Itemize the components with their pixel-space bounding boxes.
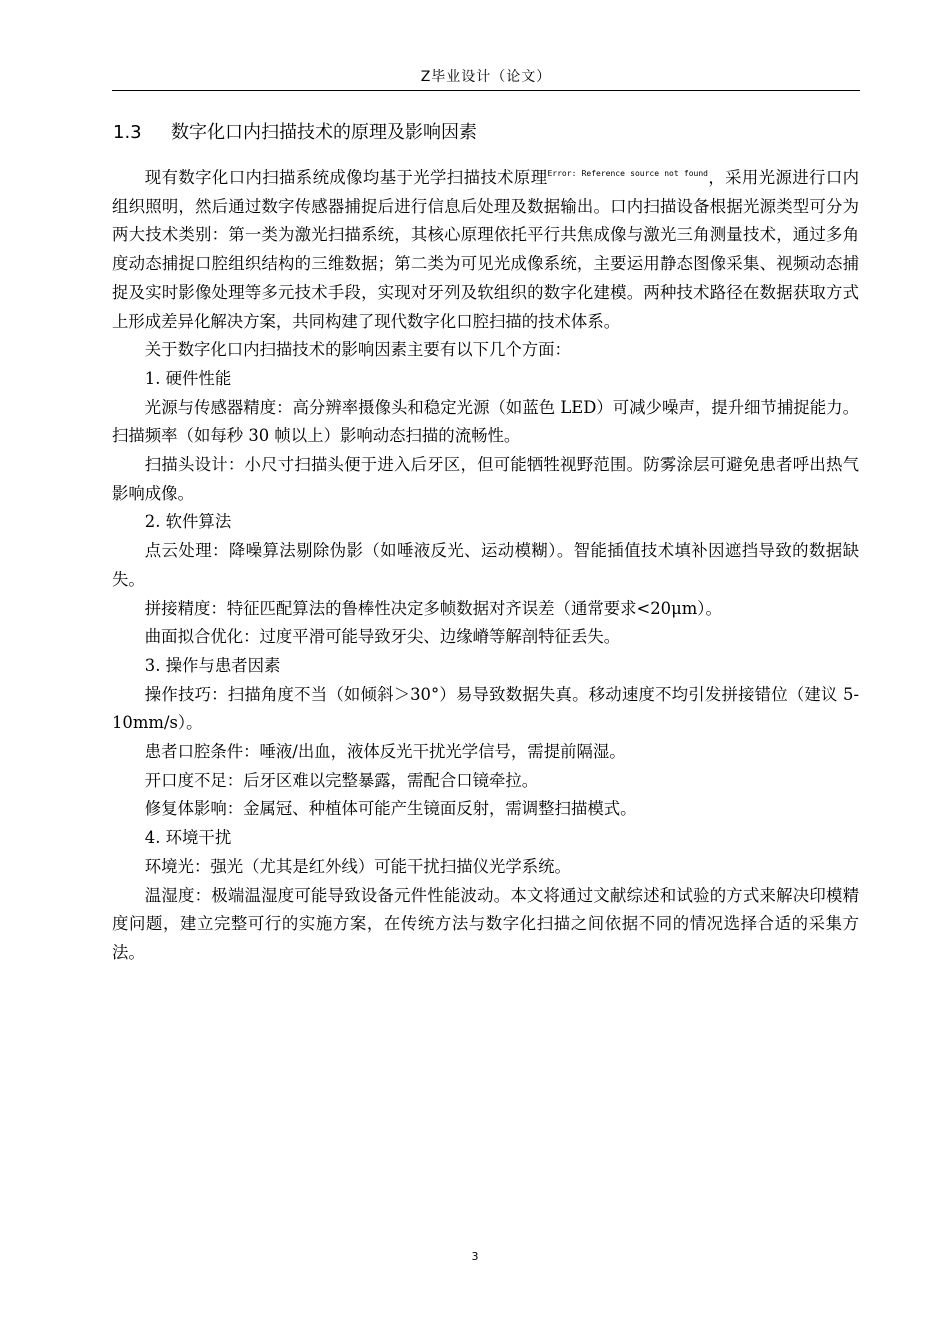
- reference-error: Error: Reference source not found: [547, 169, 708, 178]
- paragraph: 开口度不足：后牙区难以完整暴露，需配合口镜牵拉。: [144, 770, 539, 790]
- subheading: 3. 操作与患者因素: [144, 655, 281, 675]
- paragraph-text: ，采用光源进行口内组织照明，然后通过数字传感器捕捉后进行信息后处理及数据输出。口内扫描设备根据光源类型可分为两大技术类别：第一类为激光扫描系统，其核心原理依托平行共焦成像与激光三角测量技术，通过多角度动态捕捉口腔组织结构的三维数据；第二类为可见光成像系统，主要运用静态图像采集、视频动态捕捉及实时影像处理等多元技术手段，实现对牙列及软组织的数字化建模。两种技术路径在数据获取方式上形成差异化解决方案，共同构建了现代数字化口腔扫描的技术体系。: [112, 168, 859, 331]
- paragraph: 关于数字化口内扫描技术的影响因素主要有以下几个方面：: [144, 340, 571, 360]
- paragraph: 温湿度：极端温湿度可能导致设备元件性能波动。本文将通过文献综述和试验的方式来解决印模精度问题，建立完整可行的实施方案，在传统方法与数字化扫描之间依据不同的情况选择合适的采集方法。: [112, 885, 859, 962]
- paragraph: 修复体影响：金属冠、种植体可能产生镜面反射，需调整扫描模式。: [144, 799, 637, 819]
- section-heading: [113, 118, 477, 144]
- page-number: 3: [471, 1250, 479, 1263]
- subheading: 1. 硬件性能: [144, 368, 232, 388]
- paragraph: 曲面拟合优化：过度平滑可能导致牙尖、边缘嵴等解剖特征丢失。: [144, 627, 621, 647]
- subheading: 4. 环境干扰: [144, 828, 232, 848]
- body-text: [112, 160, 859, 968]
- header-rule: [112, 90, 860, 91]
- running-header: Z毕业设计（论文）: [420, 69, 552, 85]
- paragraph: [112, 160, 859, 336]
- paragraph: 环境光：强光（尤其是红外线）可能干扰扫描仪光学系统。: [144, 856, 571, 876]
- paragraph-text: 现有数字化口内扫描系统成像均基于光学扫描技术原理: [144, 168, 548, 187]
- paragraph: 操作技巧：扫描角度不当（如倾斜＞30°）易导致数据失真。移动速度不均引发拼接错位（建议 5-10mm/s）。: [112, 684, 859, 733]
- paragraph: 患者口腔条件：唾液/出血，液体反光干扰光学信号，需提前隔湿。: [144, 742, 626, 762]
- section-number: 1.3: [113, 122, 142, 143]
- paragraph: 扫描头设计：小尺寸扫描头便于进入后牙区，但可能牺牲视野范围。防雾涂层可避免患者呼出热气影响成像。: [112, 455, 859, 503]
- paragraph: 点云处理：降噪算法剔除伪影（如唾液反光、运动模糊）。智能插值技术填补因遮挡导致的数据缺失。: [112, 541, 859, 589]
- subheading: 2. 软件算法: [144, 512, 232, 532]
- paragraph: 拼接精度：特征匹配算法的鲁棒性决定多帧数据对齐误差（通常要求<20μm）。: [144, 598, 722, 618]
- section-title: 数字化口内扫描技术的原理及影响因素: [171, 122, 477, 143]
- paragraph: 光源与传感器精度：高分辨率摄像头和稳定光源（如蓝色 LED）可减少噪声，提升细节捕捉能力。扫描频率（如每秒 30 帧以上）影响动态扫描的流畅性。: [112, 397, 859, 446]
